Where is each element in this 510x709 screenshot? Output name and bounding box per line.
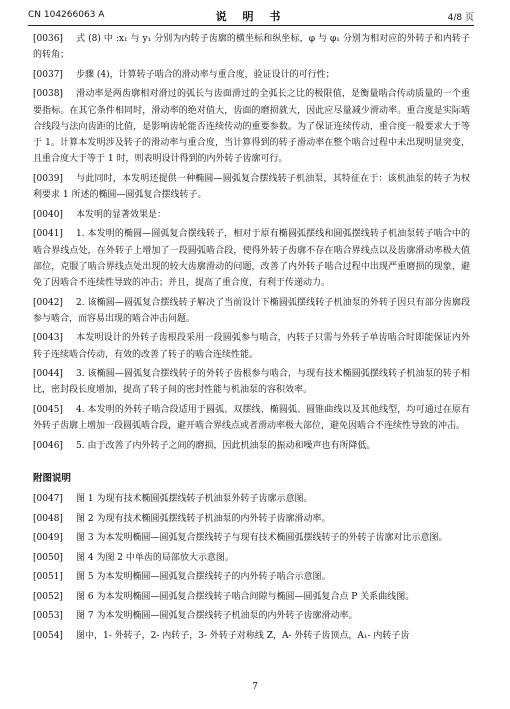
paragraph <box>33 226 470 291</box>
paragraph-number: [0037] <box>33 69 63 80</box>
paragraph <box>33 589 470 605</box>
paragraph-text: 1. 本发明的椭圆—圆弧复合摆线转子，相对于原有椭圆弧摆线和圆弧摆线转子机油泵转子啮合中的啮合界线点处，在外转子上增加了一段圆弧啮合段，使得外转子齿廓不存在啮合界线点以及齿廓滑动率极大值部位，克服了啮合界线点处出现的较大齿廓滑动的问题，改善了内外转子啮合过程中出现严重磨损的现象，避免了因啮合不连续性导致的冲击；并且，提高了重合度，有利于传递动力。 <box>33 229 470 289</box>
paragraph-number: [0036] <box>33 34 63 44</box>
paragraph-text: 图 7 为本发明椭圆—圆弧复合摆线转子机油泵的内外转子齿廓滑动率。 <box>76 611 358 622</box>
description-paragraphs <box>33 31 470 454</box>
paragraph <box>33 31 470 64</box>
paragraph <box>33 330 470 363</box>
paragraph-text: 步骤 (4)，计算转子啮合的滑动率与重合度，验证设计的可行性； <box>76 69 335 80</box>
paragraph-number: [0048] <box>33 513 63 524</box>
paragraph <box>33 86 470 167</box>
paragraph-text: 5. 由于改善了内外转子之间的磨损，因此机油泵的振动和噪声也有所降低。 <box>76 440 376 451</box>
paragraph <box>33 511 470 527</box>
page-indicator: 4/8 页 <box>447 13 474 23</box>
paragraph-text: 图中，1- 外转子，2- 内转子，3- 外转子对称线 Z，A- 外转子齿顶点，A₁- 内转子齿 <box>76 630 410 641</box>
paragraph-number: [0054] <box>33 630 63 641</box>
paragraph-text: 与此同时，本发明还提供一种椭圆—圆弧复合摆线转子机油泵，其特征在于：该机油泵的转子为权利要求 1 所述的椭圆—圆弧复合摆线转子。 <box>33 173 470 201</box>
paragraph-number: [0040] <box>33 209 63 220</box>
paragraph-text: 图 4 为图 2 中单齿的局部放大示意图。 <box>76 552 234 563</box>
paragraph <box>33 628 470 644</box>
paragraph-number: [0050] <box>33 552 63 563</box>
paragraph-number: [0047] <box>33 494 63 505</box>
paragraph-text: 4. 本发明的外转子啮合段适用于圆弧、双摆线、椭圆弧、圆锥曲线以及其他线型，均可通过在原有外转子齿廓上增加一段圆弧啮合段，避开啮合界线点或者滑动率极大部位，避免因啮合不连续性导致的冲击。 <box>33 404 470 432</box>
paragraph-number: [0053] <box>33 611 63 622</box>
paragraph-text: 2. 该椭圆—圆弧复合摆线转子解决了当前设计下椭圆弧摆线转子机油泵的外转子因只有部分齿廓段参与啮合，而容易出现的啮合冲击问题。 <box>33 297 470 324</box>
paragraph <box>33 491 470 507</box>
page-header <box>28 8 474 24</box>
paragraph-text: 图 6 为本发明椭圆—圆弧复合摆线转子啮合间隙与椭圆—圆弧复合点 P 关系曲线图。 <box>76 591 415 602</box>
paragraph <box>33 366 470 399</box>
paragraph <box>33 550 470 566</box>
paragraph-number: [0041] <box>33 229 63 240</box>
paragraph-number: [0052] <box>33 591 63 602</box>
paragraph <box>33 67 470 83</box>
document-body <box>33 31 470 647</box>
header-rule <box>28 25 474 26</box>
section-title: 附图说明 <box>33 473 72 484</box>
paragraph-text: 式 (8) 中 :x₁ 与 y₁ 分别为内转子齿廓的横坐标和纵坐标，φ 与 φ₁ 分别为相对应的外转子和内转子的转角； <box>33 34 470 61</box>
paragraph <box>33 402 470 435</box>
paragraph-text: 本发明的显著效果是： <box>76 209 167 220</box>
paragraph-text: 滑动率是两齿廓相对滑过的弧长与齿面滑过的全弧长之比的极限值，是衡量啮合传动质量的一个重要指标。在其它条件相同时，滑动率的绝对值大，齿面的磨损就大，因此应尽量减少滑动率。重合度是实际啮合线段与法向齿距的比值，是影响齿轮能否连续传动的重要参数。为了保证连续传动，重合度一般要求大于等于 1。计算本发明涉及转子的滑动率与重合度，当计算得到的转子滑动率在整个啮合过程中未出现明显突变，且重合度大于等于 1 时，则表明设计得到的内外转子齿廓可行。 <box>33 89 470 165</box>
paragraph-number: [0042] <box>33 297 63 308</box>
paragraph-number: [0051] <box>33 572 63 583</box>
paragraph-number: [0049] <box>33 533 63 544</box>
publication-number: CN 104266063 A <box>28 10 105 20</box>
paragraph <box>33 438 470 454</box>
page-number: 7 <box>252 682 258 692</box>
paragraph-number: [0046] <box>33 440 63 451</box>
paragraph-text: 图 3 为本发明椭圆—圆弧复合摆线转子与现有技术椭圆弧摆线转子的外转子齿廓对比示意图。 <box>76 533 448 544</box>
paragraph-number: [0044] <box>33 369 63 380</box>
paragraph-text: 图 2 为现有技术椭圆弧摆线转子机油泵的内外转子齿廓滑动率。 <box>76 513 331 524</box>
paragraph <box>33 569 470 585</box>
paragraph-number: [0038] <box>33 89 63 100</box>
paragraph <box>33 608 470 624</box>
paragraph <box>33 295 470 328</box>
paragraph-number: [0039] <box>33 173 63 184</box>
paragraph <box>33 171 470 204</box>
paragraph-text: 图 5 为本发明椭圆—圆弧复合摆线转子的内外转子啮合示意图。 <box>76 572 331 583</box>
paragraph-number: [0045] <box>33 404 63 415</box>
document-title: 说 明 书 <box>215 10 287 23</box>
paragraph-text: 图 1 为现有技术椭圆弧摆线转子机油泵外转子齿廓示意图。 <box>76 494 313 505</box>
paragraph-number: [0043] <box>33 333 63 344</box>
paragraph <box>33 530 470 546</box>
paragraph <box>33 207 470 223</box>
paragraph-text: 3. 该椭圆—圆弧复合摆线转子的外转子齿根参与啮合，与现有技术椭圆弧摆线转子机油泵的转子相比，密封段长度增加，提高了转子间的密封性能与机油泵的容积效率。 <box>33 369 470 396</box>
paragraph-text: 本发明设计的外转子齿根段采用一段圆弧参与啮合，内转子只需与外转子单齿啮合时即能保证内外转子连续啮合传动，有效的改善了转子的啮合连续性能。 <box>33 333 470 360</box>
figure-descriptions <box>33 491 470 644</box>
